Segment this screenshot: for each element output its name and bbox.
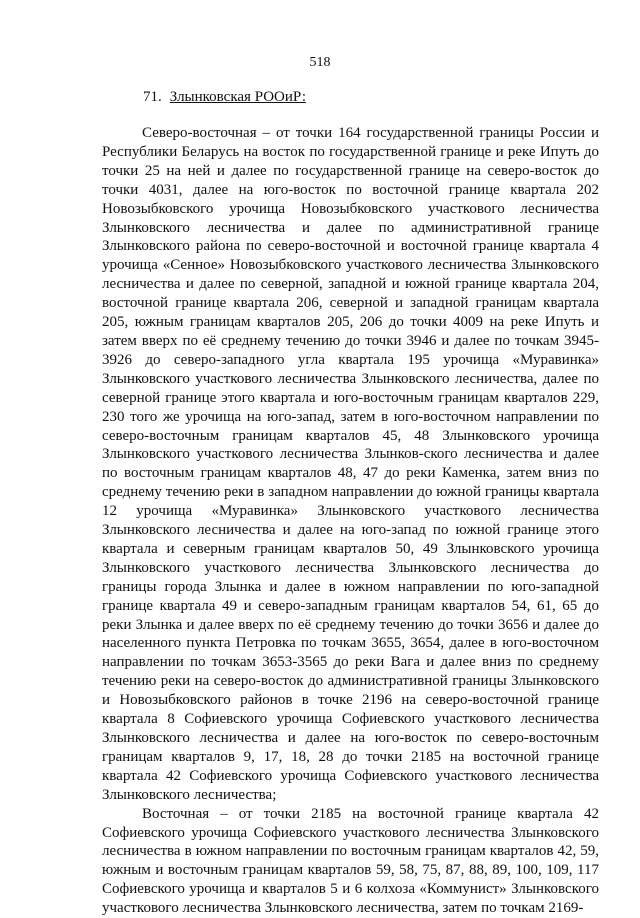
body-text [102, 124, 599, 918]
paragraph-northeast-boundary: Северо-восточная – от точки 164 государственной границы России и Республики Беларусь на восток по государственной границе и реке Ипуть до точки 25 на ней и далее по государственной границе на северо-восток до точки 4031, далее на юго-восток по восточной границе квартала 202 Новозыбковского урочища Новозыбковского участкового лесничества Злынковского лесничества и далее по административной границе Злынковского района по северо-восточной и восточной границе квартала 4 урочища «Сенное» Новозыбковского участкового лесничества Злынковского лесничества и далее по северной, западной и южной границе квартала 204, восточной границе квартала 206, северной и западной границам квартала 205, южным границам кварталов 205, 206 до точки 4009 на реке Ипуть и затем вверх по её среднему течению до точки 3946 и далее по точкам 3945-3926 до северо-западного угла квартала 195 урочища «Муравинка» Злынковского участкового лесничества Злынковского лесничества, далее по северной границе этого квартала и юго-восточным границам кварталов 229, 230 того же урочища на юго-запад, затем в юго-восточном направлении по северо-восточным границам кварталов 45, 48 Злынковского урочища Злынковского участкового лесничества Злынков-ского лесничества и далее по восточным границам кварталов 48, 47 до реки Каменка, затем вниз по среднему течению реки в западном направлении до южной границы квартала 12 урочища «Муравинка» Злынковского участкового лесничества Злынковского лесничества и далее на юго-запад по южной границе этого квартала и северным границам кварталов 50, 49 Злынковского урочища Злынковского участкового лесничества Злынковского лесничества до границы города Злынка и далее в южном направлении по юго-западной границе квартала 49 и северо-западным границам кварталов 54, 61, 65 до реки Злынка и далее вверх по её среднему течению до точки 3656 и далее до населенного пункта Петровка по точкам 3655, 3654, далее в юго-восточном направлении по точкам 3653-3565 до реки Вага и далее вниз по среднему течению реки на северо-восток до административной границы Злынковского и Новозыбковского районов в точке 2196 на северо-восточной границе квартала 8 Софиевского урочища Софиевского участкового лесничества Злынковского лесничества и далее на юго-восток по северо-восточным границам кварталов 9, 17, 18, 28 до точки 2185 на восточной границе квартала 42 Софиевского урочища Софиевского участкового лесничества Злынковского лесничества; [102, 125, 599, 803]
page-number: 518 [309, 55, 331, 70]
section-title: Злынковская РООиР: [169, 89, 306, 105]
section-heading [143, 89, 306, 106]
paragraph-east-boundary: Восточная – от точки 2185 на восточной границе квартала 42 Софиевского урочища Софиевского участкового лесничества Злынковского лесничества в южном направлении по восточным границам кварталов 42, 59, южным и восточным границам кварталов 59, 58, 75, 87, 88, 89, 100, 109, 117 Софиевского урочища и кварталов 5 и 6 колхоза «Коммунист» Злынковского участкового лесничества Злынковского лесничества, затем по точкам 2169- [102, 805, 599, 917]
section-number: 71. [143, 89, 162, 105]
